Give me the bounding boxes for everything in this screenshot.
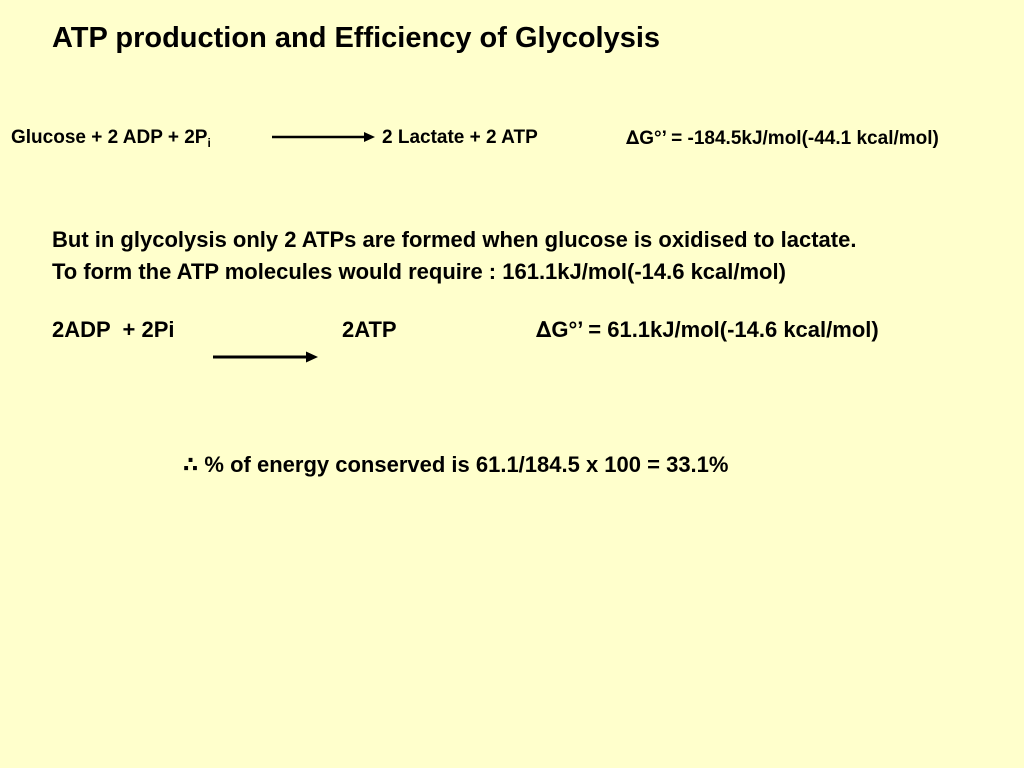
equation2-arrow-icon (213, 350, 319, 364)
equation1-subscript: i (207, 136, 211, 150)
equation1-reactants (11, 127, 211, 150)
conclusion (183, 452, 728, 478)
equation1-products: 2 Lactate + 2 ATP (382, 127, 538, 148)
explanation-paragraph (52, 224, 856, 288)
equation2-reactants: 2ADP + 2Pi (52, 317, 175, 342)
slide-title: ATP production and Efficiency of Glycolysis (52, 22, 661, 54)
equation2-products: 2ATP (342, 317, 397, 342)
paragraph-line-2: To form the ATP molecules would require : 161.1kJ/mol(-14.6 kcal/mol) (52, 259, 786, 284)
equation1-reactants-text: Glucose + 2 ADP + 2P (11, 127, 208, 148)
delta-symbol: ∆ (626, 127, 640, 149)
equation1-delta-g (626, 127, 939, 150)
equation2-delta-g-text: G°’ = 61.1kJ/mol(-14.6 kcal/mol) (551, 317, 879, 342)
delta-symbol: ∆ (536, 318, 552, 343)
equation1-arrow-icon (272, 130, 376, 144)
therefore-icon: ∴ (183, 453, 199, 478)
equation2-delta-g (536, 317, 879, 343)
paragraph-line-1: But in glycolysis only 2 ATPs are formed when glucose is oxidised to lactate. (52, 227, 857, 252)
equation1-delta-g-text: G°’ = -184.5kJ/mol(-44.1 kcal/mol) (639, 128, 939, 149)
conclusion-text: % of energy conserved is 61.1/184.5 x 100 = 33.1% (198, 452, 729, 477)
